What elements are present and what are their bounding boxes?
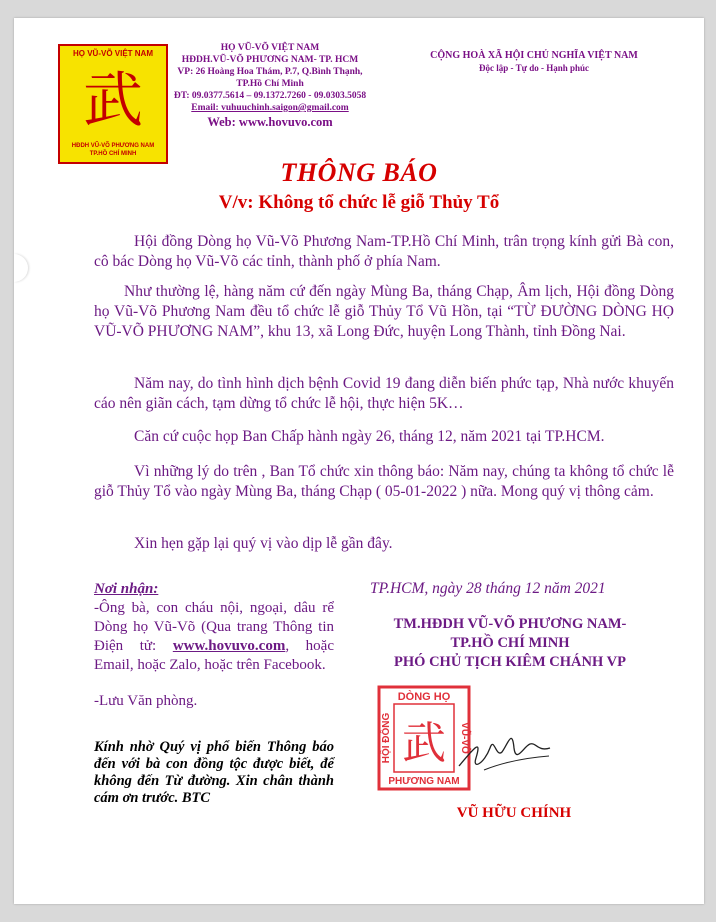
nation-name: CỘNG HOÀ XÃ HỘI CHỦ NGHĨA VIỆT NAM	[430, 50, 638, 61]
recipients-line-2: -Lưu Văn phòng.	[94, 693, 198, 709]
organization-header	[166, 42, 374, 130]
recipients-website-link[interactable]: www.hovuvo.com	[172, 638, 286, 654]
recipients-line-1-tail: , hoặc Email, hoặc Zalo, hoặc trên Facebook.	[94, 638, 334, 673]
org-council: HĐDH.VŨ-VÕ PHƯƠNG NAM- TP. HCM	[181, 55, 359, 65]
org-city: TP.Hồ Chí Minh	[236, 79, 304, 89]
paragraph-meeting: Căn cứ cuộc họp Ban Chấp hành ngày 26, tháng 12, năm 2021 tại TP.HCM.	[134, 428, 605, 445]
recipients-block	[94, 580, 334, 807]
stamp-left-text: HỘI ĐỒNG	[381, 712, 392, 764]
national-header	[394, 50, 674, 74]
paragraph-covid: Năm nay, do tình hình dịch bệnh Covid 19 đang diễn biến phức tạp, Nhà nước khuyến cáo nên giãn cách, tạm dừng tổ chức lễ hội, thực hiện 5K…	[94, 375, 674, 412]
recipients-heading: Nơi nhận:	[94, 581, 159, 597]
signer-name: VŨ HỮU CHÍNH	[456, 805, 572, 821]
signature-position: PHÓ CHỦ TỊCH KIÊM CHÁNH VP	[394, 654, 626, 670]
paragraph-tradition: Như thường lệ, hàng năm cứ đến ngày Mùng Ba, tháng Chạp, Âm lịch, Hội đồng Dòng họ Vũ-Võ Phương Nam đều tổ chức lễ giỗ Thủy Tổ Vũ Hồn, tại “TỪ ĐƯỜNG DÒNG HỌ VŨ-VÕ PHƯƠNG NAM”, khu 13, xã Long Đức, huyện Long Thành, tỉnh Đồng Nai.	[94, 283, 674, 340]
logo-glyph: 武	[83, 68, 143, 134]
stamp-top-text: DÒNG HỌ	[397, 691, 451, 703]
recipients-line-1	[94, 599, 334, 675]
paragraph-closing: Xin hẹn gặp lại quý vị vào dịp lễ gần đây.	[134, 535, 393, 552]
paragraph-announcement: Vì những lý do trên , Ban Tổ chức xin thông báo: Năm nay, chúng ta không tổ chức lễ giỗ Thủy Tổ vào ngày Mùng Ba, tháng Chạp ( 05-01-2022 ) nữa. Mong quý vị thông cảm.	[94, 463, 674, 500]
document-subject: V/v: Không tổ chức lễ giỗ Thủy Tổ	[218, 192, 500, 213]
org-address: VP: 26 Hoàng Hoa Thám, P.7, Q.Bình Thạnh,	[177, 67, 363, 77]
page-edge-tab	[14, 254, 28, 282]
paragraph-greeting: Hội đồng Dòng họ Vũ-Võ Phương Nam-TP.Hồ Chí Minh, trân trọng kính gửi Bà con, cô bác Dòng họ Vũ-Võ các tỉnh, thành phố ở phía Nam.	[94, 233, 674, 270]
stamp-right-text: VŨ-VÕ	[459, 722, 470, 754]
org-name: HỌ VŨ-VÕ VIỆT NAM	[220, 43, 320, 53]
logo-bottom-text	[60, 142, 166, 158]
handwritten-signature	[454, 718, 554, 778]
logo-top-text: HỌ VŨ-VÕ VIỆT NAM	[72, 49, 153, 58]
document-page	[14, 18, 704, 904]
document-title: THÔNG BÁO	[280, 158, 438, 187]
organization-logo	[58, 44, 168, 164]
org-email[interactable]: Email: vuhuuchinh.saigon@gmail.com	[191, 103, 349, 113]
signature-title-block	[360, 615, 660, 672]
nation-motto: Độc lập - Tự do - Hạnh phúc	[478, 63, 589, 73]
logo-bottom-line-1: HĐDH VŨ-VÕ PHƯƠNG NAM	[71, 143, 155, 149]
stamp-bottom-text: PHƯƠNG NAM	[388, 776, 460, 787]
signature-org-line-2: TP.HỒ CHÍ MINH	[450, 635, 570, 651]
document-date: TP.HCM, ngày 28 tháng 12 năm 2021	[370, 580, 606, 597]
recipients-note: Kính nhờ Quý vị phổ biến Thông báo đến với bà con đồng tộc được biết, để không đến Từ đường. Xin chân thành cám ơn trước. BTC	[94, 739, 334, 806]
recipients-line-1-text: -Ông bà, con cháu nội, ngoại, dâu rể Dòng họ Vũ-Võ (Qua trang Thông tin Điện tử:	[94, 600, 334, 654]
stamp-glyph: 武	[402, 718, 446, 769]
logo-bottom-line-2: TP.HỒ CHÍ MINH	[89, 151, 137, 157]
org-phone: ĐT: 09.0377.5614 – 09.1372.7260 - 09.0303.5058	[173, 91, 367, 101]
org-website[interactable]: Web: www.hovuvo.com	[207, 115, 333, 129]
signature-org-line-1: TM.HĐDH VŨ-VÕ PHƯƠNG NAM-	[393, 616, 627, 632]
